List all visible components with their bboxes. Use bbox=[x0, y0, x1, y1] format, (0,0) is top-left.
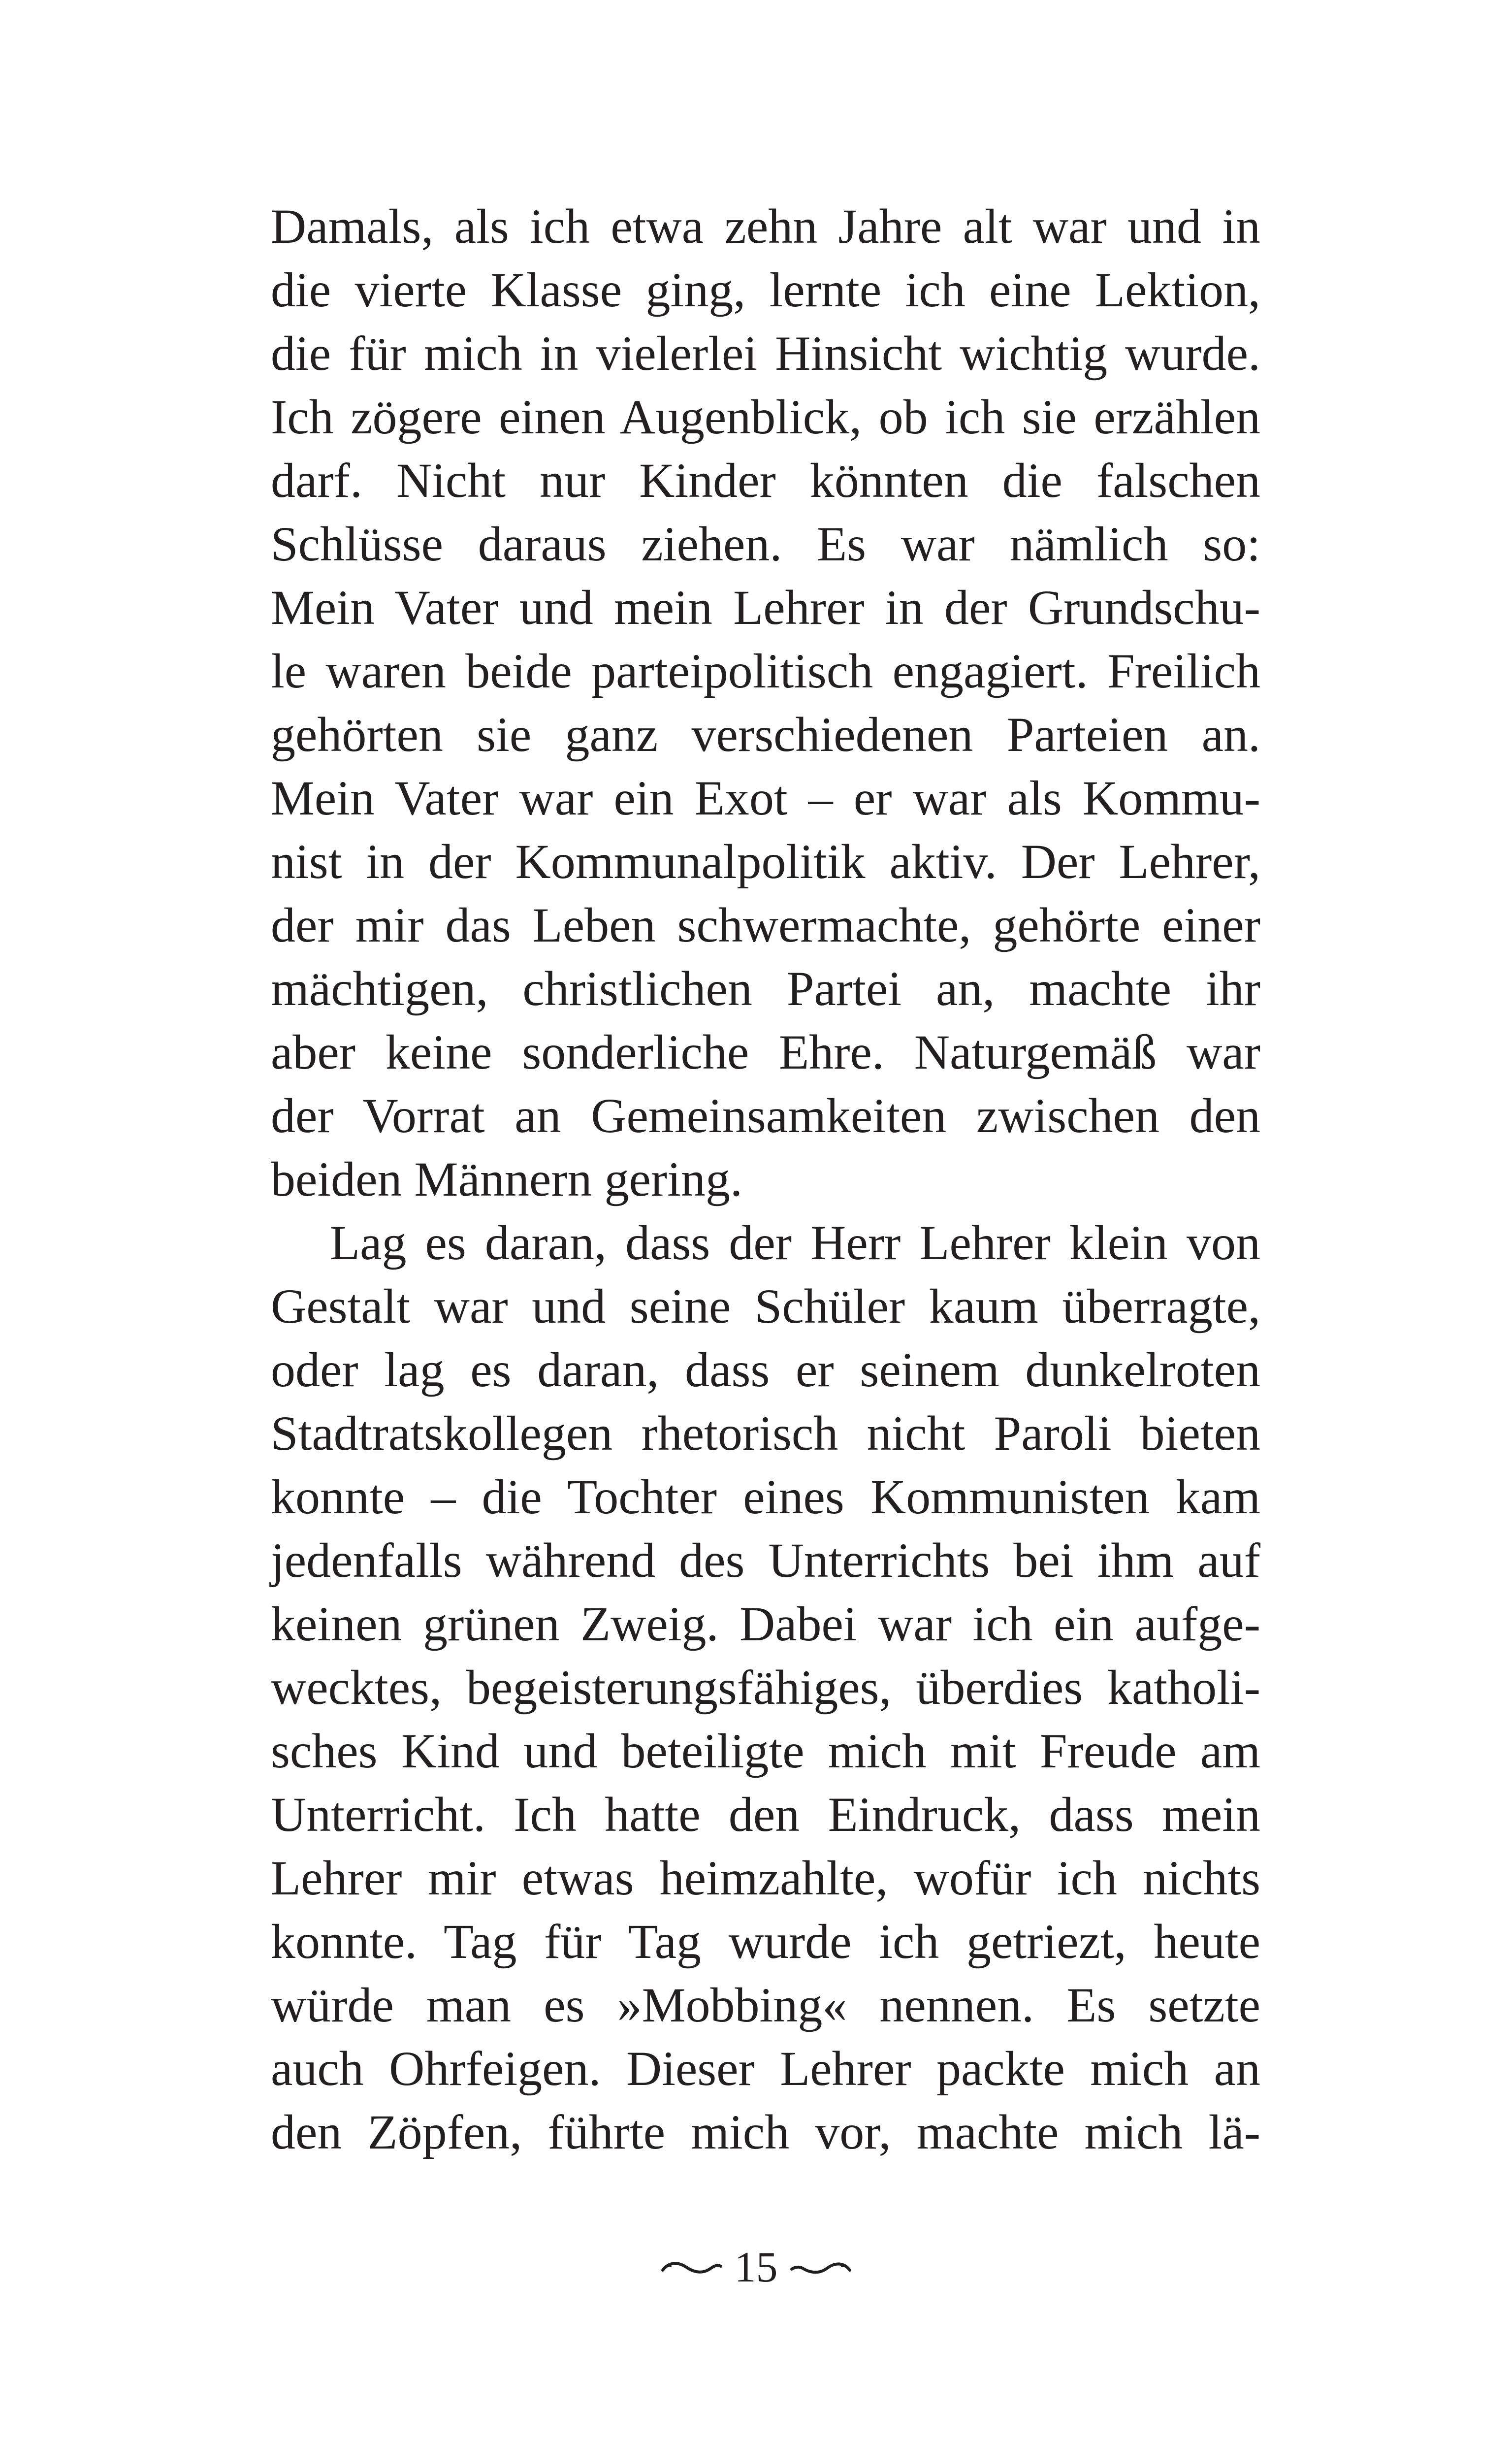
text-line: konnte. Tag für Tag wurde ich getriezt, heute bbox=[271, 1914, 1260, 1969]
text-line: Ich zögere einen Augenblick, ob ich sie erzählen bbox=[271, 390, 1260, 444]
paragraph-2 bbox=[271, 1211, 1260, 2164]
paragraph-1 bbox=[271, 195, 1260, 1211]
text-line: darf. Nicht nur Kinder könnten die falschen bbox=[271, 453, 1260, 508]
text-line: sches Kind und beteiligte mich mit Freude am bbox=[271, 1724, 1260, 1778]
text-line: Stadtratskollegen rhetorisch nicht Paroli bieten bbox=[271, 1406, 1260, 1461]
text-line: konnte – die Tochter eines Kommunisten kam bbox=[271, 1469, 1260, 1524]
text-line: aber keine sonderliche Ehre. Naturgemäß war bbox=[271, 1025, 1260, 1079]
swash-right-icon bbox=[789, 2255, 853, 2280]
text-line: der Vorrat an Gemeinsamkeiten zwischen den bbox=[271, 1088, 1260, 1143]
text-line: Mein Vater war ein Exot – er war als Kommu- bbox=[271, 771, 1260, 825]
text-line: Schlüsse daraus ziehen. Es war nämlich so: bbox=[271, 517, 1260, 571]
swash-left-icon bbox=[660, 2255, 724, 2280]
text-line: würde man es »Mobbing« nennen. Es setzte bbox=[271, 1978, 1260, 2032]
text-line: Unterricht. Ich hatte den Eindruck, dass mein bbox=[271, 1787, 1260, 1842]
text-line: oder lag es daran, dass er seinem dunkelroten bbox=[271, 1342, 1260, 1397]
text-line: Lehrer mir etwas heimzahlte, wofür ich nichts bbox=[271, 1851, 1260, 1905]
text-line: der mir das Leben schwermachte, gehörte einer bbox=[271, 898, 1260, 952]
page-folio bbox=[0, 2238, 1512, 2297]
text-line: keinen grünen Zweig. Dabei war ich ein aufge- bbox=[271, 1596, 1260, 1651]
text-line: jedenfalls während des Unterrichts bei ihm auf bbox=[271, 1533, 1260, 1588]
text-line: beiden Männern gering. bbox=[271, 1152, 743, 1206]
text-line: auch Ohrfeigen. Dieser Lehrer packte mich an bbox=[271, 2041, 1260, 2096]
text-line: Gestalt war und seine Schüler kaum überragte, bbox=[271, 1279, 1260, 1334]
text-line: Lag es daran, dass der Herr Lehrer klein von bbox=[330, 1215, 1260, 1270]
text-line: Damals, als ich etwa zehn Jahre alt war und in bbox=[271, 199, 1260, 254]
text-line: mächtigen, christlichen Partei an, machte ihr bbox=[271, 961, 1260, 1016]
text-line: die vierte Klasse ging, lernte ich eine Lektion, bbox=[271, 262, 1260, 317]
book-page-body bbox=[271, 195, 1260, 2164]
text-line: die für mich in vielerlei Hinsicht wichtig wurde. bbox=[271, 326, 1260, 381]
text-line: le waren beide parteipolitisch engagiert. Freilich bbox=[271, 644, 1260, 698]
text-line: wecktes, begeisterungsfähiges, überdies katholi- bbox=[271, 1660, 1260, 1715]
text-line: nist in der Kommunalpolitik aktiv. Der Lehrer, bbox=[271, 834, 1260, 889]
text-line: den Zöpfen, führte mich vor, machte mich lä- bbox=[271, 2105, 1260, 2159]
text-line: gehörten sie ganz verschiedenen Parteien an. bbox=[271, 707, 1260, 762]
text-line: Mein Vater und mein Lehrer in der Grundschu- bbox=[271, 580, 1260, 635]
page-number: 15 bbox=[734, 2244, 778, 2291]
